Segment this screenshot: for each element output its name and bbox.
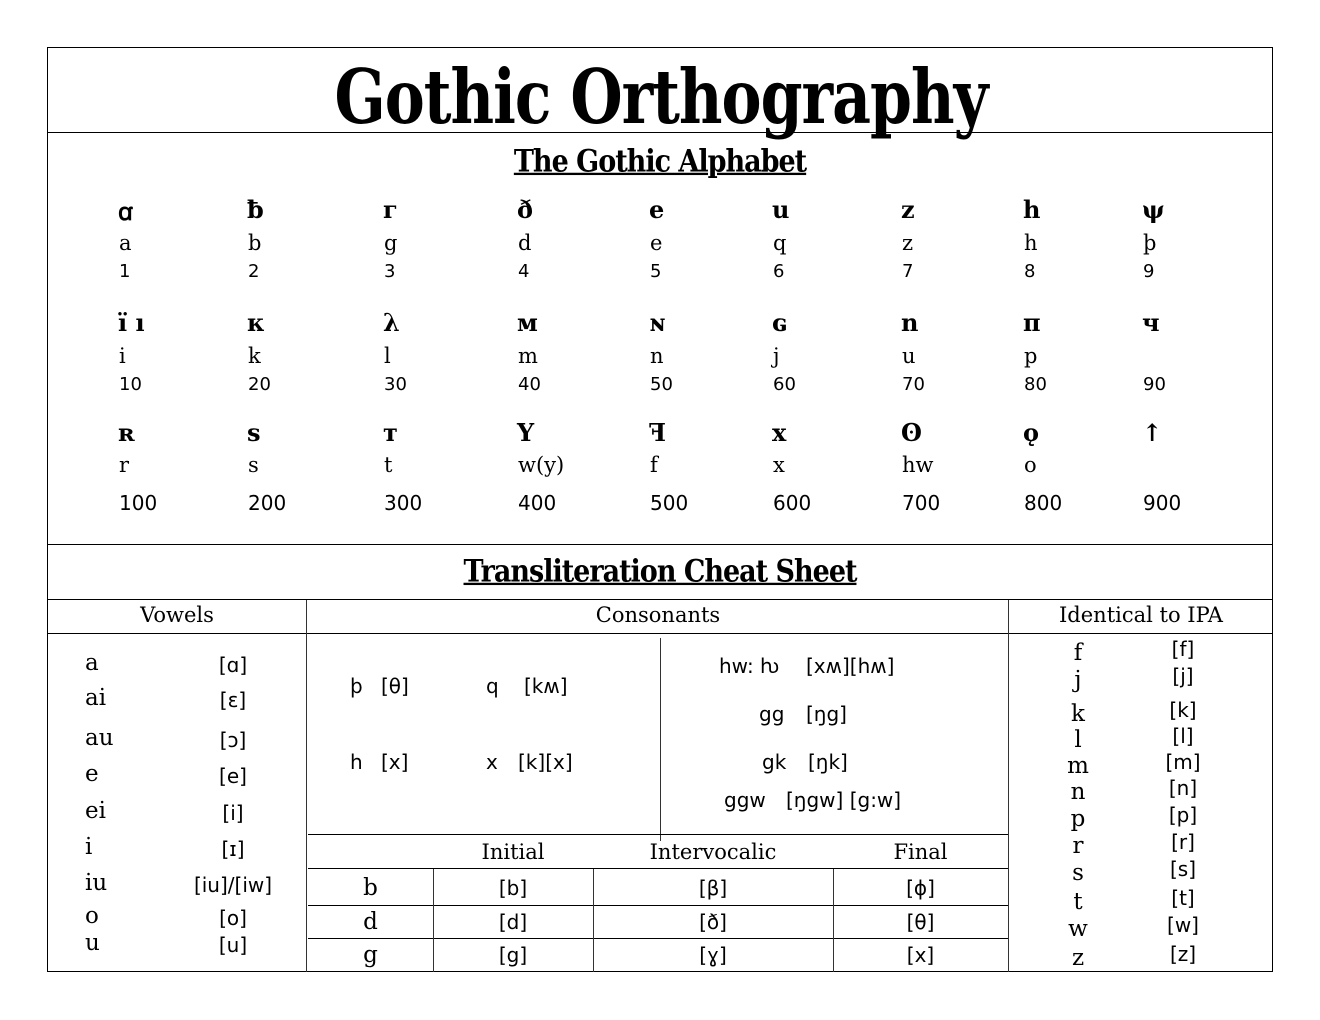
cluster-letters: gk bbox=[762, 750, 787, 774]
position-intervocalic: [ɣ] bbox=[699, 943, 727, 967]
position-final: [ɸ] bbox=[906, 876, 935, 900]
consonant-ipa: [x] bbox=[381, 750, 409, 774]
position-initial: [b] bbox=[498, 876, 528, 900]
vowel-letter: e bbox=[85, 761, 99, 787]
identical-letter: m bbox=[1067, 753, 1089, 779]
numeric-value: 500 bbox=[650, 491, 689, 515]
identical-letter: z bbox=[1071, 945, 1085, 971]
identical-ipa: [w] bbox=[1167, 913, 1199, 937]
numeric-value: 10 bbox=[119, 374, 142, 395]
identical-letter: s bbox=[1072, 860, 1084, 886]
gothic-letter-glyph: ǫ bbox=[1023, 418, 1040, 447]
gothic-letter-glyph: ↑ bbox=[1142, 418, 1163, 447]
identical-ipa: [m] bbox=[1165, 750, 1201, 774]
identical-ipa: [z] bbox=[1169, 942, 1197, 966]
latin-transliteration: h bbox=[1024, 231, 1038, 255]
gothic-letter-glyph: e bbox=[649, 195, 665, 224]
numeric-value: 90 bbox=[1143, 374, 1166, 395]
position-final: [θ] bbox=[906, 910, 935, 934]
gothic-letter-glyph: s bbox=[247, 418, 261, 447]
numeric-value: 600 bbox=[773, 491, 812, 515]
numeric-value: 900 bbox=[1143, 491, 1182, 515]
gothic-letter-glyph: κ bbox=[247, 308, 265, 337]
consonant-letter: q bbox=[486, 674, 499, 698]
identical-letter: p bbox=[1070, 806, 1086, 832]
latin-transliteration: hw bbox=[902, 453, 934, 477]
vowel-letter: a bbox=[85, 650, 99, 676]
numeric-value: 4 bbox=[518, 261, 530, 282]
column-header-divider bbox=[48, 633, 1272, 634]
identical-ipa: [r] bbox=[1171, 830, 1195, 854]
alphabet-divider bbox=[48, 544, 1272, 545]
position-header-final: Final bbox=[893, 840, 948, 864]
position-row-letter: d bbox=[363, 909, 378, 935]
latin-transliteration: b bbox=[248, 231, 262, 255]
gothic-letter-glyph: ɴ bbox=[649, 308, 667, 337]
identical-separator bbox=[1008, 600, 1009, 972]
numeric-value: 60 bbox=[773, 374, 796, 395]
gothic-letter-glyph: м bbox=[517, 308, 538, 337]
numeric-value: 6 bbox=[773, 261, 785, 282]
latin-transliteration: l bbox=[384, 344, 391, 368]
numeric-value: 50 bbox=[650, 374, 673, 395]
position-intervocalic: [ð] bbox=[699, 910, 727, 934]
vowel-ipa: [i] bbox=[222, 801, 244, 825]
identical-ipa: [t] bbox=[1171, 886, 1195, 910]
latin-transliteration: x bbox=[773, 453, 785, 477]
identical-letter: f bbox=[1073, 640, 1083, 666]
page-title: Gothic Orthography bbox=[334, 54, 988, 142]
consonant-ipa: [θ] bbox=[381, 674, 409, 698]
latin-transliteration: d bbox=[518, 231, 532, 255]
cluster-ipa: [ŋg] bbox=[806, 702, 847, 726]
title-divider bbox=[48, 132, 1272, 133]
identical-letter: l bbox=[1074, 727, 1082, 753]
gothic-letter-glyph: ï ı bbox=[118, 308, 145, 337]
vowel-ipa: [ɛ] bbox=[219, 688, 247, 712]
latin-transliteration: m bbox=[518, 344, 538, 368]
identical-letter: t bbox=[1073, 889, 1083, 915]
position-header-initial: Initial bbox=[481, 840, 545, 864]
numeric-value: 20 bbox=[248, 374, 271, 395]
numeric-value: 1 bbox=[119, 261, 131, 282]
gothic-letter-glyph: n bbox=[901, 308, 919, 337]
vowel-letter: u bbox=[85, 930, 100, 956]
numeric-value: 9 bbox=[1143, 261, 1155, 282]
vowels-separator bbox=[306, 600, 307, 972]
vowel-letter: au bbox=[85, 725, 114, 751]
latin-transliteration: z bbox=[902, 231, 914, 255]
cheat-heading-divider bbox=[48, 599, 1272, 600]
position-initial: [d] bbox=[498, 910, 528, 934]
gothic-letter-glyph: ч bbox=[1142, 308, 1160, 337]
numeric-value: 200 bbox=[248, 491, 287, 515]
gothic-letter-glyph: z bbox=[901, 195, 915, 224]
identical-ipa: [s] bbox=[1169, 857, 1197, 881]
latin-transliteration: k bbox=[248, 344, 261, 368]
consonant-letter: x bbox=[486, 750, 498, 774]
latin-transliteration: f bbox=[650, 453, 658, 477]
vowel-letter: ei bbox=[85, 798, 106, 824]
gothic-letter-glyph: u bbox=[772, 195, 790, 224]
position-header-divider bbox=[308, 868, 1008, 869]
cluster-ipa: [ŋgw] [g:w] bbox=[786, 788, 902, 812]
position-row-divider-1 bbox=[308, 905, 1008, 906]
latin-transliteration: n bbox=[650, 344, 664, 368]
gothic-letter-glyph: h bbox=[1023, 195, 1041, 224]
numeric-value: 5 bbox=[650, 261, 662, 282]
numeric-value: 7 bbox=[902, 261, 914, 282]
gothic-letter-glyph: ð bbox=[517, 195, 534, 224]
numeric-value: 80 bbox=[1024, 374, 1047, 395]
vowel-letter: i bbox=[85, 834, 93, 860]
numeric-value: 400 bbox=[518, 491, 557, 515]
vowel-ipa: [e] bbox=[219, 764, 247, 788]
gothic-letter-glyph: ꟻ bbox=[649, 418, 667, 447]
gothic-letter-glyph: ψ bbox=[1142, 195, 1165, 224]
gothic-letter-glyph: Y bbox=[517, 418, 535, 447]
gothic-letter-glyph: ʀ bbox=[118, 418, 135, 447]
vowel-ipa: [ɪ] bbox=[221, 837, 245, 861]
identical-letter: r bbox=[1072, 833, 1084, 859]
numeric-value: 2 bbox=[248, 261, 260, 282]
identical-letter: n bbox=[1070, 779, 1086, 805]
position-intervocalic: [β] bbox=[698, 876, 728, 900]
identical-ipa: [k] bbox=[1169, 698, 1197, 722]
vowels-header: Vowels bbox=[140, 603, 214, 627]
latin-transliteration: e bbox=[650, 231, 663, 255]
latin-transliteration: p bbox=[1024, 344, 1038, 368]
gothic-letter-glyph: т bbox=[383, 418, 398, 447]
cluster-ipa: [xʍ][hʍ] bbox=[806, 654, 895, 678]
position-row-letter: b bbox=[363, 875, 378, 901]
gothic-letter-glyph: π bbox=[1023, 308, 1041, 337]
gothic-letter-glyph: x bbox=[772, 418, 787, 447]
gothic-letter-glyph: ꭤ bbox=[118, 197, 133, 226]
cluster-letters: gg bbox=[759, 702, 785, 726]
alphabet-heading: The Gothic Alphabet bbox=[513, 144, 807, 180]
orthography-sheet bbox=[47, 47, 1273, 972]
position-initial: [g] bbox=[498, 943, 528, 967]
position-final: [x] bbox=[906, 943, 935, 967]
position-row-divider-2 bbox=[308, 938, 1008, 939]
numeric-value: 100 bbox=[119, 491, 158, 515]
cluster-letters: ggw bbox=[724, 788, 766, 812]
gothic-letter-glyph: г bbox=[383, 195, 398, 224]
identical-ipa: [j] bbox=[1172, 664, 1194, 688]
latin-transliteration: o bbox=[1024, 453, 1037, 477]
numeric-value: 8 bbox=[1024, 261, 1036, 282]
latin-transliteration: g bbox=[384, 231, 398, 255]
position-header-intervocalic: Intervocalic bbox=[649, 840, 777, 864]
vowel-ipa: [ɑ] bbox=[218, 653, 248, 677]
vowel-ipa: [ɔ] bbox=[219, 728, 247, 752]
numeric-value: 30 bbox=[384, 374, 407, 395]
identical-letter: j bbox=[1074, 667, 1082, 693]
latin-transliteration: i bbox=[119, 344, 126, 368]
numeric-value: 40 bbox=[518, 374, 541, 395]
gothic-letter-glyph: ɢ bbox=[772, 308, 788, 337]
numeric-value: 700 bbox=[902, 491, 941, 515]
position-table-top bbox=[308, 834, 1008, 835]
numeric-value: 70 bbox=[902, 374, 925, 395]
position-row-letter: g bbox=[363, 942, 378, 968]
cheat-sheet-heading: Transliteration Cheat Sheet bbox=[463, 554, 857, 590]
vowel-ipa: [iu]/[iw] bbox=[193, 873, 273, 897]
numeric-value: 800 bbox=[1024, 491, 1063, 515]
consonants-header: Consonants bbox=[595, 603, 721, 627]
vowel-letter: ai bbox=[85, 685, 107, 711]
gothic-letter-glyph: ƀ bbox=[247, 195, 264, 224]
identical-ipa: [l] bbox=[1172, 724, 1194, 748]
latin-transliteration: r bbox=[119, 453, 130, 477]
numeric-value: 300 bbox=[384, 491, 423, 515]
numeric-value: 3 bbox=[384, 261, 396, 282]
latin-transliteration: w(y) bbox=[518, 453, 565, 477]
vowel-ipa: [u] bbox=[218, 933, 248, 957]
cluster-ipa: [ŋk] bbox=[808, 750, 848, 774]
identical-ipa: [p] bbox=[1168, 803, 1198, 827]
consonant-letter: h bbox=[350, 750, 363, 774]
identical-letter: w bbox=[1068, 916, 1088, 942]
identical-ipa: [f] bbox=[1171, 637, 1195, 661]
gothic-letter-glyph: λ bbox=[383, 308, 400, 337]
latin-transliteration: j bbox=[773, 344, 780, 368]
consonants-mid-separator bbox=[660, 638, 661, 841]
latin-transliteration: u bbox=[902, 344, 916, 368]
vowel-ipa: [o] bbox=[219, 906, 247, 930]
latin-transliteration: s bbox=[248, 453, 259, 477]
identical-ipa: [n] bbox=[1168, 776, 1198, 800]
identical-header: Identical to IPA bbox=[1059, 603, 1223, 627]
consonant-ipa: [k][x] bbox=[518, 750, 573, 774]
cluster-letters: hw: ƕ bbox=[719, 654, 780, 678]
latin-transliteration: a bbox=[119, 231, 132, 255]
latin-transliteration: þ bbox=[1143, 231, 1157, 255]
identical-letter: k bbox=[1071, 701, 1085, 727]
gothic-letter-glyph: ʘ bbox=[901, 418, 922, 447]
vowel-letter: o bbox=[85, 903, 99, 929]
vowel-letter: iu bbox=[85, 870, 108, 896]
consonant-ipa: [kʍ] bbox=[524, 674, 568, 698]
latin-transliteration: t bbox=[384, 453, 393, 477]
latin-transliteration: q bbox=[773, 231, 787, 255]
consonant-letter: þ bbox=[350, 674, 363, 698]
